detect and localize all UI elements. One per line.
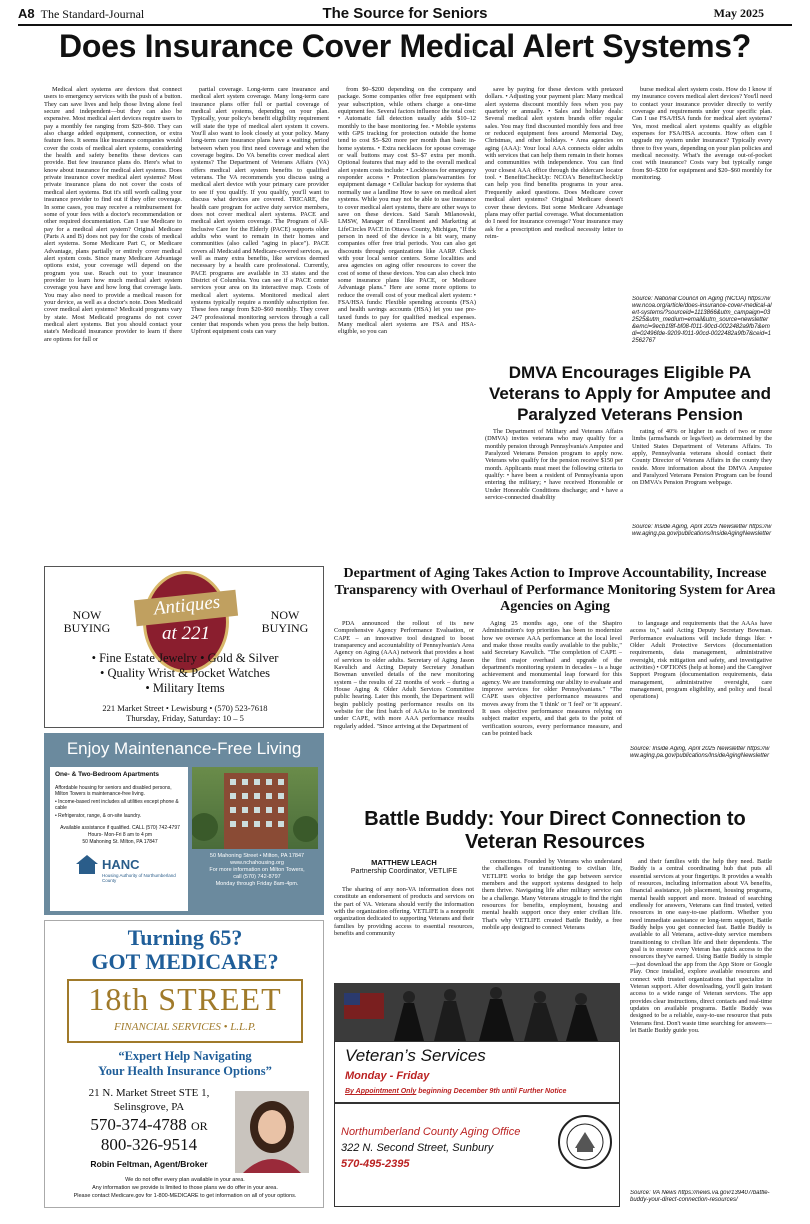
hanc-ad <box>44 733 324 915</box>
antiques-line-3: • Military Items <box>145 681 225 695</box>
medicare-or: OR <box>190 1119 208 1133</box>
dmva-headline: DMVA Encourages Eligible PA Veterans to Apply for Amputee and Paralyzed Veterans Pension <box>488 363 772 424</box>
antiques-line-2: • Quality Wrist & Pocket Watches <box>99 666 271 680</box>
medicare-disclaimer-3: Please contact Medicare.gov for 1-800-MEDICARE to get information on all of your options. <box>73 1193 297 1199</box>
hanc-bullet-2: • Refrigerator, range, & on-site laundry. <box>55 813 142 819</box>
alert-col-5: burse medical alert system costs. How do I know if my insurance covers medical alert devices? You'll need to contact your insurance provider directly to verify coverage and requirements under your specific plan. Can I use FSA/HSA funds for medical alert systems? Yes, most medical alert systems qualify as eligible expenses for FSA/HSA accounts. How often can I upgrade my system under insurance? Typically every three to five years, depending on your plan policies and medical necessity. What's the average out-of-pocket cost with insurance? Costs vary but typically range from $0–$200 for equipment and $20–$60 monthly for monitoring. <box>632 86 772 182</box>
veterans-divider <box>335 1102 619 1104</box>
medicare-tagline-1: “Expert Help Navigating <box>118 1049 252 1063</box>
antiques-now-buying-left: NOW BUYING <box>63 608 111 635</box>
alert-col-4: save by paying for these devices with pretaxed dollars. • Adjusting your payment plan: Many medical alert systems discount monthly fees when you pay quarterly or annually. • Sales and holiday deals: Several medical alert system brands offer regular sales. You may find discounted monthly fees and free or reduced equipment fees around Memorial Day, Christmas, and other holidays. • Area agencies on aging (AAA): Your local AAA connects older adults with services that can help them remain in their homes and communities with independence. You can find your closest AAA office through the eldercare locator tool. • BenefitsCheckUp: NCOA's BenefitsCheckUp can help you find benefits programs in your area. Frequently asked questions. Does Medicare cover medical alert systems? Original Medicare doesn't cover these devices. But some Medicare Advantage plans may offer partial coverage. What documentation do I need for insurance coverage? Your insurance may ask for a prescription and medical necessity letter to reim- <box>485 86 623 240</box>
aging-headline: Department of Aging Takes Action to Improve Accountability, Increase Transparency with Overhaul of Performance Monitoring System for Area Agencies on Aging <box>334 566 776 614</box>
dmva-col-2: rating of 40% or higher in each of two or more limbs (arms/hands or legs/feet) as determined by the United States Department of Veterans Affairs. To apply, Pennsylvania veterans should contact their County Director of Veterans Affairs in the county they reside. More information about the DMVA Amputee and Paralyzed Veterans Pension Program can be found on DMVA's Pension Program webpage. <box>632 428 772 487</box>
medicare-line-1: Turning 65? <box>127 925 243 950</box>
antiques-now-buying-right: NOW BUYING <box>261 608 309 635</box>
antiques-address: 221 Market Street • Lewisburg • (570) 523-7618 <box>102 703 268 713</box>
header-rule <box>18 24 792 26</box>
medicare-disclaimer-2: Any information we provide is limited to those plans we do offer in your area. <box>92 1185 278 1191</box>
medicare-phone-1[interactable]: 570-374-4788 <box>90 1115 187 1134</box>
medicare-tagline-2: Your Health Insurance Options” <box>98 1064 272 1078</box>
veterans-office: Northumberland County Aging Office <box>341 1126 521 1138</box>
county-seal-icon <box>557 1114 613 1170</box>
alert-headline: Does Insurance Cover Medical Alert Systems? <box>59 28 751 64</box>
alert-source: Source: National Council on Aging (NCOA) https://www.ncoa.org/article/does-insurance-cover-medical-alert-systems/?sourceid=1113866&utm_campaign=032525&utm_medium=email&utm_source=newsletter&emci=9ecb1f8f-bf08-f011-90cd-0022482a9fb7&emdi=02496fde-9209-f011-90cd-0022482a9fb7&ceid=12562767 <box>632 296 772 344</box>
antiques-logo-word: Antiques <box>152 591 222 620</box>
medicare-line-2: GOT MEDICARE? <box>91 949 279 974</box>
agent-photo <box>235 1091 309 1173</box>
hanc-footer-2[interactable]: www.nchahousing.org <box>230 860 284 866</box>
hanc-office-address: 50 Mahoning St. Milton, PA 17847 <box>82 839 158 845</box>
alert-col-3: from $0–$200 depending on the company and package. Some companies offer free equipment with year subscription, while others charge a one-time equipment fee. Several factors influence the total cost: • Automatic fall detection usually adds $10–12 monthly to the base monitoring fee. • Mobile systems with GPS tracking for protection outside the home tend to cost $5–$20 more per month than basic in-home systems. • Extra necklaces for spouse coverage or wall buttons may cost $3–$7 extra per month. Optional features that may add to the overall medical alert system costs include: • Lockboxes for emergency responder access • Protection plans/warranties for equipment damage • Cellular backup for systems that normally use a landline How to save on medical alert systems. While you may not be able to use insurance to cover medical alert systems, there are other ways to save on these devices. Said Sarah Milanowski, LMSW, Manager of Enrollment and Marketing at LifeCircles PACE in Ottawa County, Michigan, "If the person in need of the device is a bit wary, many companies offer free trial periods. You can also get discounts through organizations like AARP. Check with your local senior centers. Some localities and area agencies on aging offer resources to cover the cost of some of these devices. You can also check into some insurance plans like PACE, or Medicare Advantage plans." Here are some more options to reduce the overall cost of your medical alert system: • FSA/HSA funds: Flexible spending accounts (FSA) and health savings accounts (HSA) let you use pre-taxed funds to pay for qualified medical expenses. Many medical alert systems are FSA and HSA-eligible, so you can <box>338 86 476 336</box>
hanc-logo-sub: Housing Authority of Northumberland County <box>102 873 176 883</box>
buddy-col-2: connections. Founded by Veterans who understand the challenges of transitioning to civilian life, VETLIFE works to bridge the gap between service members and the support systems designed to help them thrive. Navigating life after military service can be a challenge. Many Veterans struggle to find the right resources for benefits, employment, housing and mental health support once they enter civilian life. That's why VETLIFE created Battle Buddy, a free mobile app designed to connect Veterans <box>482 858 622 932</box>
hanc-footer-5: Monday through Friday 8am-4pm. <box>215 881 299 887</box>
medicare-phone-line <box>69 1115 229 1135</box>
soldiers-photo <box>334 983 620 1041</box>
dmva-col-1: The Department of Military and Veterans Affairs (DMVA) invites veterans who may qualify for a monthly pension through Pennsylvania's Amputee and Paralyzed Veterans Pension program to apply now. Veterans who qualify for the pension receive $150 per month. Applicants must meet the following criteria to qualify: • have been a resident of Pennsylvania upon entering the military; • have received Honorable or Under Honorable Conditions discharge; and • have a service-connected disability <box>485 428 623 502</box>
hanc-office-hours: Hours- Mon-Fri 8 am to 4 pm <box>87 832 153 838</box>
buddy-headline: Battle Buddy: Your Direct Connection to Veteran Resources <box>364 808 746 853</box>
aging-source: Source: Inside Aging, April 2025 Newsletter https://www.aging.pa.gov/publications/InsideAgingNewsletter <box>630 746 770 759</box>
hanc-footer-3: For more information on Milton Towers, <box>209 867 305 873</box>
medicare-phone-2[interactable]: 800-326-9514 <box>100 1135 198 1154</box>
medicare-brand: 18th STREET <box>88 981 282 1017</box>
veterans-ad <box>334 1041 620 1207</box>
veterans-appt-note: beginning December 9th until Further Notice <box>418 1088 567 1095</box>
aging-col-3: to language and requirements that the AAAs have access to," said Acting Deputy Secretary Bowman. Performance evaluations will include things like: • Older Adult Protective Services (documentation requirements, data management, administrative oversight, risk mitigation and safety, and investigative activities) • OPTIONS (help at home) and the Caregiver Support Program (documentation requirements, data management, administrative oversight, care management, program eligibility, and policy and fiscal operations) <box>630 620 772 701</box>
hanc-headline: Enjoy Maintenance-Free Living <box>66 739 302 758</box>
buddy-source: Source: VA News https://news.va.gov/139407/battle-buddy-your-direct-connection-resources/ <box>630 1190 770 1203</box>
medicare-address-2: Selinsgrove, PA <box>113 1101 185 1113</box>
buddy-col-1: The sharing of any non-VA information does not constitute an endorsement of products and services on the part of VA. Veterans should verify the information with the organization offering. VETLIFE is a nonprofit organization dedicated to supporting Veterans and their families by providing access to essential resources, benefits and community <box>334 886 474 938</box>
hanc-footer <box>192 853 322 888</box>
medicare-ad <box>44 920 324 1208</box>
issue-date: May 2025 <box>713 6 764 20</box>
medicare-brand-sub: FINANCIAL SERVICES • L.L.P. <box>114 1021 256 1033</box>
antiques-logo-number: at 221 <box>161 623 211 644</box>
hanc-logo: HANC <box>102 857 140 872</box>
medicare-agent: Robin Feltman, Agent/Broker <box>90 1159 208 1169</box>
paper-name: The Standard-Journal <box>40 7 145 21</box>
milton-towers-photo <box>192 767 318 849</box>
hanc-body: Affordable housing for seniors and disabled persons, Milton Towers is maintenance-free living. <box>55 785 172 797</box>
antiques-ad <box>44 566 324 728</box>
hanc-sub: One- & Two-Bedroom Apartments <box>55 771 160 778</box>
hanc-call: Available assistance if qualified. CALL (570) 742-4797 <box>60 825 180 831</box>
hanc-footer-4: call (570) 742-8797 <box>233 874 281 880</box>
medicare-address-1: 21 N. Market Street STE 1, <box>88 1087 210 1099</box>
buddy-col-3: and their families with the help they need. Battle Buddy is a central coordinating hub that puts all essential services at your fingertips. It provides a wealth of resources, including information about VA benefits, financial assistance, job placement, housing programs, mental health support and more. Instead of searching endlessly for answers, Veterans can find trusted, vetted resources in one easy-to-use platform. Whether you need immediate assistance or long-term support, Battle Buddy helps you get connected fast. Battle Buddy is available to all Veterans, active-duty service members transitioning to civilian life and their dependents. The goal is to ensure every Veteran has quick access to the resources they've earned. Using Battle Buddy is simple—just download the app from the App Store or Google Play. Once installed, explore available resources and connect with trusted organizations that specialize in Veteran support. After downloading, you'll gain instant access to a wide range of Veteran services. The app provides clear instructions, direct contacts and real-time updates on available programs. Battle Buddy was designed to be a reliable, easy-to-use resource that puts Veterans first. Don't waste time searching for answers—let Battle Buddy guide you. <box>630 858 772 1034</box>
veterans-appointment <box>345 1088 615 1095</box>
aging-col-2: Aging 25 months ago, one of the Shapiro Administration's top priorities has been to modernize how we oversee AAA performance at the local level and make those results easily available to the public," said Secretary Kavulich. "The completion of CAPE – the first major overhaul and upgrade of the department's monitoring system in decades – is a huge achievement and monumental leap forward for this agency. We are transforming our ability to evaluate and improve services for older Pennsylvanians." "The CAPE uses objective performance measures and moves away from the 'I think' or 'I feel' or 'it appears'. It uses objective performance measures relying on subject matter experts, and that gets to the point of verification sources, every performance measure, and can be pointed back <box>482 620 622 738</box>
aging-col-1: PDA announced the rollout of its new Comprehensive Agency Performance Evaluation, or CAPE – an innovative tool designed to boost transparency and accountability of Pennsylvania's Area Agency on Aging (AAA) network that provides a host of services to older adults. Secretary of Aging Jason Kavulich and Acting Deputy Secretary Jonathan Bowman unveiled details of the new monitoring system – the results of 22 months of work – during a House Aging & Older Adult Services Committee public hearing. Later this month, the Department will begin publicly posting performance results on its website for the first batch of AAAs to be monitored under CAPE, with more AAA performance results regularly added. "Since arriving at the Department of <box>334 620 474 730</box>
page-number: A8 <box>18 6 35 21</box>
hanc-footer-1: 50 Mahoning Street • Milton, PA 17847 <box>209 853 305 859</box>
antiques-hours: Thursday, Friday, Saturday: 10 – 5 <box>126 713 244 723</box>
veterans-appt-only: By Appointment Only <box>345 1088 417 1095</box>
veterans-address: 322 N. Second Street, Sunbury <box>341 1142 494 1154</box>
buddy-byline-role: Partnership Coordinator, VETLIFE <box>350 868 458 875</box>
dmva-source: Source: Inside Aging, April 2025 Newsletter https://www.aging.pa.gov/publications/InsideAgingNewsletter <box>632 524 772 537</box>
hanc-bullet-1: • Income-based rent includes all utilities except phone & cable <box>55 799 179 811</box>
section-title: The Source for Seniors <box>322 5 488 22</box>
veterans-title: Veteran’s Services <box>345 1046 486 1065</box>
veterans-days: Monday - Friday <box>345 1070 430 1082</box>
medicare-disclaimer-1: We do not offer every plan available in your area. <box>125 1177 245 1183</box>
house-icon <box>74 853 100 875</box>
alert-col-2: partial coverage. Long-term care insurance and medical alert system coverage. Many long-term care insurance plans offer full or partial coverage of medical alert systems, depending on your plan. Typically, your policy's benefit eligibility requirement will state the type of medical alert system it covers. You'll also want to look closely at your policy. Many long-term care insurance plans have a waiting period between when you first need coverage and when the coverage begins. Do VA benefits cover medical alert systems? The Department of Veterans Affairs (VA) offers medical alert system benefits to qualified veterans. The VA recommends you discuss using a medical alert device with your primary care provider to see if you qualify. If you qualify, you'll want to discuss what devices are covered. TRICARE, the health care program for active duty service members, does not cover medical alert systems. PACE and medical alert system coverage. The Program of All-Inclusive Care for the Elderly (PACE) supports older adults who want to remain in their homes and communities (also called "aging in place"). PACE covers all Medicaid and Medicare-covered services, as well as many extra benefits, like services deemed necessary by a health care professional. Currently, PACE programs are available in 33 states and the District of Columbia. You can see if a PACE center services your area on its interactive map. Costs of medical alert systems. Monitored medical alert systems typically require a monthly subscription fee. These fees range from $20–$60 monthly. They cover 24/7 professional monitoring services through a call center that responds when you press the help button. Upfront equipment costs can vary <box>191 86 329 336</box>
antiques-line-1: • Fine Estate Jewelry • Gold & Silver <box>91 651 279 665</box>
alert-col-1: Medical alert systems are devices that connect users to emergency services with the push of a button. They can save lives and help those living alone feel secure and independent—but they can also be expensive. Most medical alert devices require users to pay a monthly fee ranging from $20–$60. They can also charge added equipment, connection, or extra feature fees. It seems like insurance companies would cover the costs of medical alert systems, considering the health and safety benefits these devices can provide. But few insurance plans do. Here's what to know about insurance for medical alert systems. Does private insurance cover medical alert systems? Most private insurance plans do not cover the costs of medical alert systems. But it's still worth calling your insurance provider to find out if they offer coverage. In some cases, you may receive a reimbursement for some of your fees with a doctor's recommendation or other required documentation. Can I use Medicare to pay for a medical alert system? Original Medicare (Parts A and B) does not pay for the costs of medical alert systems. Some Medicare Part C, or Medicare Advantage, plans partially or entirely cover medical alert system costs. Since many Medicare Advantage options exist, your coverage will depend on the program you use. Reach out to your insurance provider to learn how much medical alert system coverage you have and how long that coverage lasts. You may also need to provide a medical reason for your device, as well as a doctor's note. Does Medicaid cover medical alert systems? Medicaid programs vary by state. Most Medicaid programs do not cover medical alert systems. But you should contact your state's Medicaid insurance provider to learn if there are options for full or <box>44 86 182 343</box>
veterans-phone[interactable]: 570-495-2395 <box>341 1158 410 1170</box>
buddy-byline: MATTHEW LEACH <box>371 858 437 867</box>
